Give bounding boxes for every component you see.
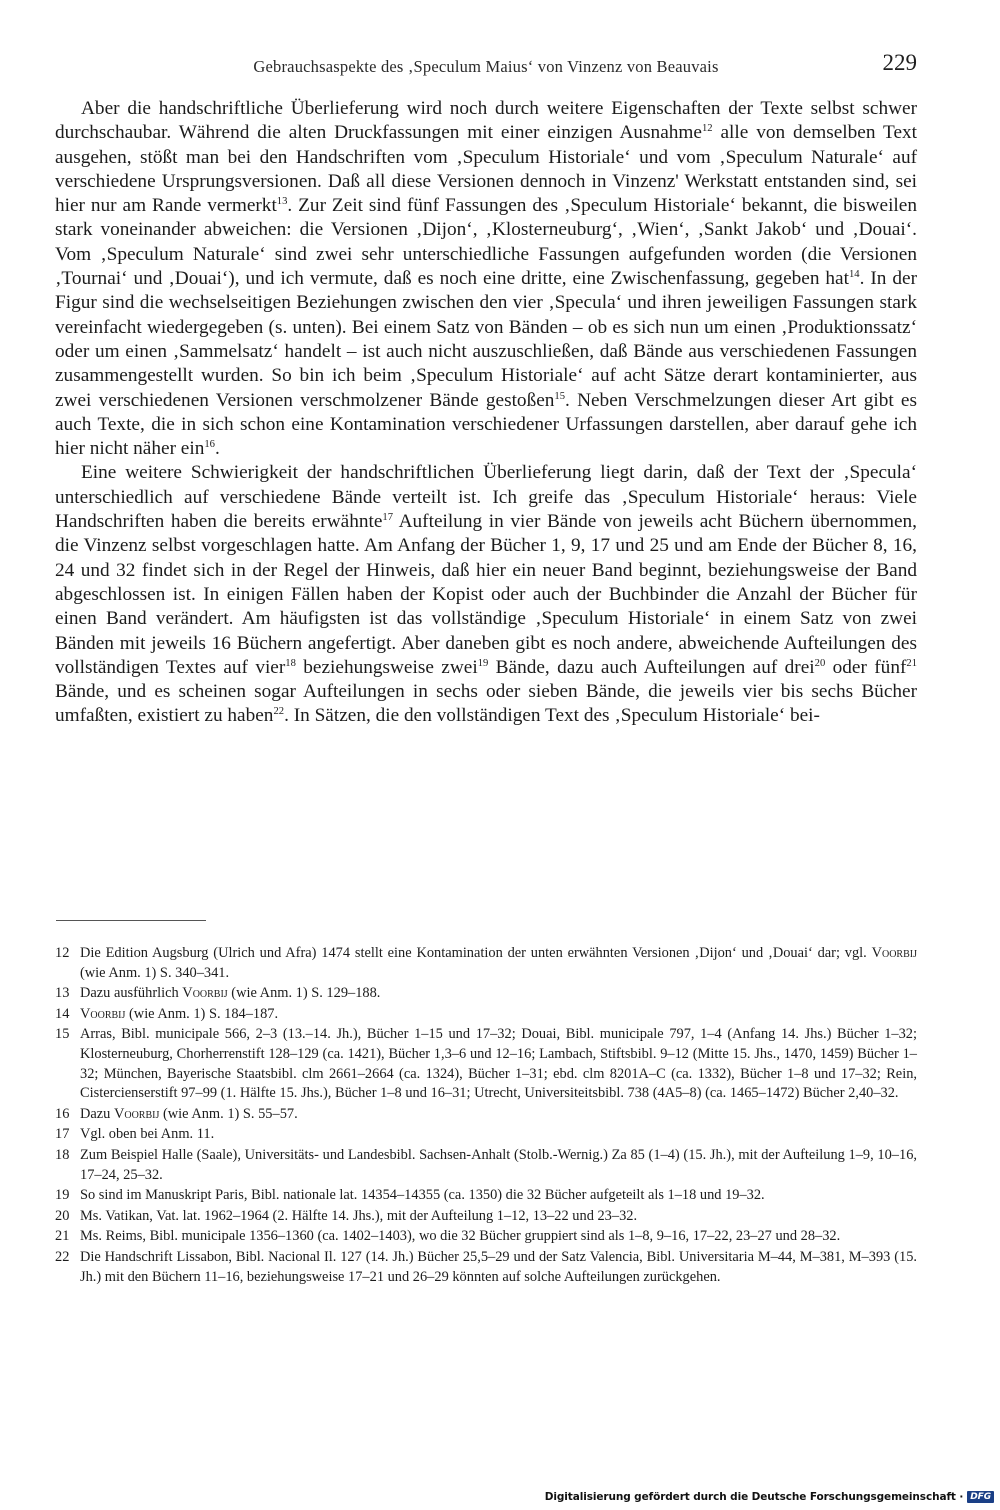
author-name: Voorbij xyxy=(182,985,228,1002)
footnote-ref-14[interactable]: 14 xyxy=(848,269,860,281)
footnote-number: 17 xyxy=(55,1126,70,1143)
paragraph-2: Eine weitere Schwierigkeit der handschriftlichen Überlieferung liegt darin, daß der Text der ‚Specula‘ unterschiedlich auf verschiedene Bände verteilt ist. Ich greife das ‚Speculum Historiale‘ heraus: Viele Handschriften haben die bereits erwähnte$^{17}$ Aufteilung in vier Bände von jeweils acht Büchern übernommen, die Vinzenz selbst vorgeschlagen hatte. Am Anfang der Bücher 1, 9, 17 und 25 und am Ende der Bücher 8, 16, 24 und 32 findet sich in der Regel der Hinweis, daß hier ein neuer Band beginnt, beziehungsweise der Band abgeschlossen ist. In einigen Fällen haben der Kopist oder auch der Buchbinder die Anzahl der Bücher für einen Band verändert. Am häufigsten ist das vollständige ‚Speculum Historiale‘ in einem Satz von zwei Bänden mit jeweils 16 Büchern angefertigt. Aber daneben gibt es noch andere, abweichende Aufteilungen des vollständigen Textes auf vier$^{18}$ beziehungsweise zwei$^{19}$ Bände, dazu auch Aufteilungen auf drei$^{20}$ oder fünf$^{21}$ Bände, und es scheinen sogar Aufteilungen in sechs oder sieben Bände, die jeweils vier bis sechs Bücher umfaßten, existiert zu haben$^{22}$. In Sätzen, die den vollständigen Text des ‚Speculum Historiale‘ bei- xyxy=(55,462,917,727)
footnote-number: 16 xyxy=(55,1105,70,1122)
paragraph-1: Aber die handschriftliche Überlieferung wird noch durch weitere Eigenschaften der Texte selbst schwer durchschaubar. Während die alten Druckfassungen mit einer einzigen Ausnahme$^{12}$ alle von demselben Text ausgehen, stößt man bei den Handschriften vom ‚Speculum Historiale‘ und vom ‚Speculum Naturale‘ auf verschiedene Ursprungsversionen. Daß all diese Versionen dennoch in Vinzenz' Werkstatt entstanden sind, sei hier nur am Rande vermerkt$^{13}$. Zur Zeit sind fünf Fassungen des ‚Speculum Historiale‘ bekannt, die bisweilen stark voneinander abweichen: die Versionen ‚Dijon‘, ‚Klosterneuburg‘, ‚Wien‘, ‚Sankt Jakob‘ und ‚Douai‘. Vom ‚Speculum Naturale‘ sind zwei sehr unterschiedliche Fassungen aufgefunden worden (die Versionen ‚Tournai‘ und ‚Douai‘), und ich vermute, daß es noch eine dritte, eine Zwischenfassung, gegeben hat$^{14}$. In der Figur sind die wechselseitigen Beziehungen zwischen den vier ‚Specula‘ und ihren jeweiligen Fassungen stark vereinfacht wiedergegeben (s. unten). Bei einem Satz von Bänden – ob es sich nun um einen ‚Produktionssatz‘ oder um einen ‚Sammelsatz‘ handelt – ist auch nicht auszuschließen, daß Bände aus verschiedenen Fassungen zusammengestellt wurden. So bin ich beim ‚Speculum Historiale‘ auf acht Sätze derart kontaminierter, aus zwei verschiedenen Versionen verschmolzener Bände gestoßen$^{15}$. Neben Verschmelzungen dieser Art gibt es auch Texte, die in sich schon eine Kontamination verschiedener Urfassungen darstellen, aber darauf gehe ich hier nicht näher ein$^{16}$. xyxy=(55,98,917,460)
footnote-divider xyxy=(56,920,206,921)
footnote-ref-15[interactable]: 15 xyxy=(554,390,566,402)
author-name: Voorbij xyxy=(113,1105,160,1122)
footnote-number: 13 xyxy=(55,985,70,1002)
page-number: 229 xyxy=(882,50,917,75)
footnote-number: 12 xyxy=(55,945,70,961)
footnote-20: 20 Ms. Vatikan, Vat. lat. 1962–1964 (2. Hälfte 14. Jhs.), mit der Aufteilung 1–12, 13–22 und 23–32. xyxy=(55,1207,917,1227)
footnote-21: 21 Ms. Reims, Bibl. municipale 1356–1360 (ca. 1402–1403), wo die 32 Bücher gruppiert sind als 1–8, 9–16, 17–22, 23–27 und 28–32. xyxy=(55,1227,917,1247)
footnote-ref-21[interactable]: 21 xyxy=(906,657,917,669)
footnote-ref-19[interactable]: 19 xyxy=(477,657,489,669)
footnote-12: 12 Die Edition Augsburg (Ulrich und Afra) 1474 stellt eine Kontamination der unten erwähnten Versionen ‚Dijon‘ und ‚Douai‘ dar; vgl. Voorbij (wie Anm. 1) S. 340–341. xyxy=(55,944,917,983)
footnote-ref-16[interactable]: 16 xyxy=(204,439,215,451)
running-title: Gebrauchsaspekte des ‚Speculum Maius‘ von Vinzenz von Beauvais xyxy=(253,57,719,76)
footnote-number: 14 xyxy=(55,1005,70,1022)
footnote-14: 14 Voorbij (wie Anm. 1) S. 184–187. xyxy=(55,1005,917,1025)
dfg-logo-icon: DFG xyxy=(967,1491,994,1503)
footnote-18: 18 Zum Beispiel Halle (Saale), Universitäts- und Landesbibl. Sachsen-Anhalt (Stolb.-Wernig.) Za 85 (1–4) (15. Jh.), mit der Aufteilung 1–9, 10–16, 17–24, 25–32. xyxy=(55,1146,917,1185)
page-header xyxy=(55,50,917,84)
footnote-number: 21 xyxy=(55,1228,70,1245)
footnote-number: 15 xyxy=(55,1026,70,1043)
footnote-number: 19 xyxy=(55,1187,70,1204)
footnote-ref-13[interactable]: 13 xyxy=(276,196,288,208)
footnote-ref-17[interactable]: 17 xyxy=(382,512,394,524)
author-name: Voorbij xyxy=(871,945,917,961)
footnote-number: 22 xyxy=(55,1248,70,1265)
footnote-ref-22[interactable]: 22 xyxy=(273,706,285,718)
footnote-ref-20[interactable]: 20 xyxy=(814,657,826,669)
footnote-22: 22 Die Handschrift Lissabon, Bibl. Nacional Il. 127 (14. Jh.) Bücher 25,5–29 und der Satz Valencia, Bibl. Universitaria M–44, M–381, M–393 (15. Jh.) mit den Büchern 11–16, beziehungsweise 17–21 und 26–29 könnten auf solche Aufteilungen zurückgehen. xyxy=(55,1248,917,1287)
author-name: Voorbij xyxy=(80,1005,126,1022)
footnote-ref-18[interactable]: 18 xyxy=(285,657,296,669)
digitization-credit xyxy=(545,1490,994,1504)
footnotes xyxy=(55,944,917,1288)
footnote-13: 13 Dazu ausführlich Voorbij (wie Anm. 1) S. 129–188. xyxy=(55,984,917,1004)
footnote-number: 18 xyxy=(55,1146,70,1163)
footnote-16: 16 Dazu Voorbij (wie Anm. 1) S. 55–57. xyxy=(55,1105,917,1125)
footnote-number: 20 xyxy=(55,1207,70,1224)
credit-text: Digitalisierung gefördert durch die Deutsche Forschungsgemeinschaft · xyxy=(544,1491,964,1503)
footnote-17: 17 Vgl. oben bei Anm. 11. xyxy=(55,1125,917,1145)
footnote-15: 15 Arras, Bibl. municipale 566, 2–3 (13.–14. Jh.), Bücher 1–15 und 17–32; Douai, Bibl. municipale 797, 1–4 (Anfang 14. Jhs.) Bücher 1–32; Klosterneuburg, Chorherrenstift 128–129 (ca. 1421), Bücher 1,3–6 und 12–16; Lambach, Stiftsbibl. 9–12 (Mitte 15. Jhs., 1470, 1459) Bücher 1–32; München, Bayerische Staatsbibl. clm 2661–2664 (ca. 1324), Bücher 1–31; ebd. clm 8201A–C (ca. 1332), Bücher 1–8 und 17–32; Rein, Cistercienserstift 97–99 (1. Hälfte 15. Jhs.), Bücher 1–8 und 16–31; Utrecht, Universiteitsbibl. 738 (4A5–8) (ca. 1465–1472) Bücher 2,40–32. xyxy=(55,1025,917,1103)
footnote-19: 19 So sind im Manuskript Paris, Bibl. nationale lat. 14354–14355 (ca. 1350) die 32 Bücher aufgeteilt als 1–18 und 19–32. xyxy=(55,1186,917,1206)
main-text xyxy=(55,97,917,729)
footnote-ref-12[interactable]: 12 xyxy=(701,123,713,135)
